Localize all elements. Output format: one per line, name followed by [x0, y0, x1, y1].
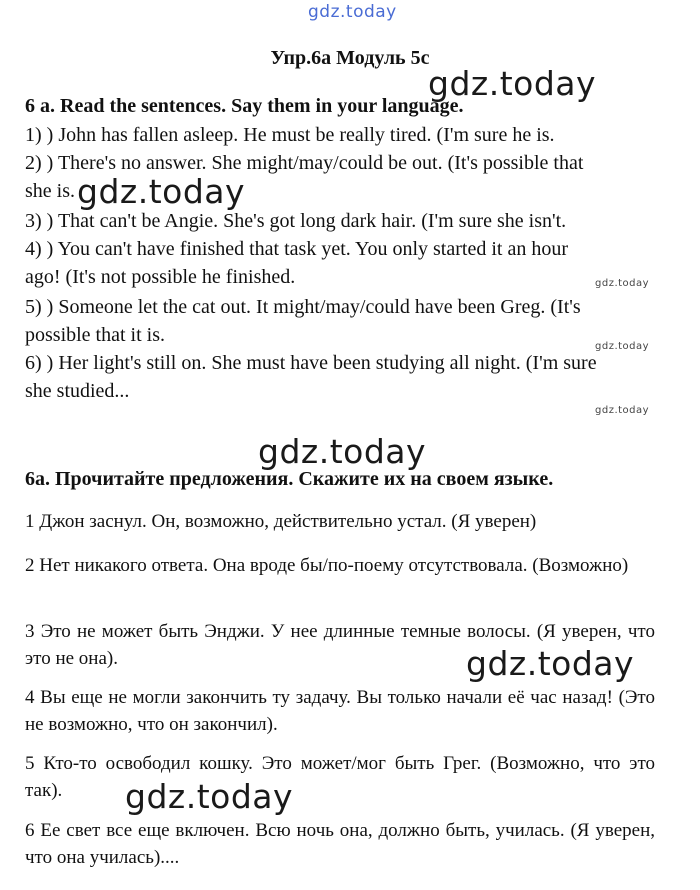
watermark-2: gdz.today — [77, 172, 246, 211]
russian-item-4: 4 Вы еще не могли закончить ту задачу. Вы только начали её час назад! (Это не возможно, что он закончил). — [25, 687, 655, 735]
english-line-2-cont: she is. — [25, 180, 75, 202]
russian-item-2: 2 Нет никакого ответа. Она вроде бы/по-поему отсутствовала. (Возможно) — [25, 555, 629, 576]
english-line-4-cont: ago! (It's not possible he finished. — [25, 266, 296, 288]
english-heading: 6 a. Read the sentences. Say them in your language. — [25, 95, 464, 117]
russian-item-5: 5 Кто-то освободил кошку. Это может/мог быть Грег. (Возможно, что это так). — [25, 753, 655, 801]
english-line-4: 4) ) You can't have finished that task yet. You only started it an hour — [25, 238, 568, 260]
english-line-5-cont: possible that it is. — [25, 324, 165, 346]
english-line-2: 2) ) There's no answer. She might/may/could be out. (It's possible that — [25, 152, 584, 174]
english-line-5: 5) ) Someone let the cat out. It might/may/could have been Greg. (It's — [25, 296, 581, 318]
watermark-5: gdz.today — [125, 777, 294, 816]
page-title: Упр.6a Модуль 5c — [270, 47, 430, 69]
russian-item-3: 3 Это не может быть Энджи. У нее длинные темные волосы. (Я уверен, что это не она). — [25, 621, 655, 669]
russian-heading: 6a. Прочитайте предложения. Скажите их на своем языке. — [25, 468, 554, 490]
english-line-1: 1) ) John has fallen asleep. He must be really tired. (I'm sure he is. — [25, 124, 555, 146]
watermark-3: gdz.today — [258, 432, 427, 471]
watermark-4: gdz.today — [466, 644, 635, 683]
watermark-small-1: gdz.today — [595, 278, 650, 289]
watermark-small-2: gdz.today — [595, 341, 650, 352]
english-line-6-cont: she studied... — [25, 380, 130, 402]
english-line-6: 6) ) Her light's still on. She must have been studying all night. (I'm sure — [25, 352, 597, 374]
english-line-3: 3) ) That can't be Angie. She's got long dark hair. (I'm sure she isn't. — [25, 210, 567, 232]
watermark-top: gdz.today — [308, 2, 397, 22]
russian-item-1: 1 Джон заснул. Он, возможно, действительно устал. (Я уверен) — [25, 511, 537, 532]
russian-item-6: 6 Ее свет все еще включен. Всю ночь она, должно быть, училась. (Я уверен, что она училась).... — [25, 820, 655, 868]
watermark-small-3: gdz.today — [595, 405, 650, 416]
watermark-1: gdz.today — [428, 64, 597, 103]
